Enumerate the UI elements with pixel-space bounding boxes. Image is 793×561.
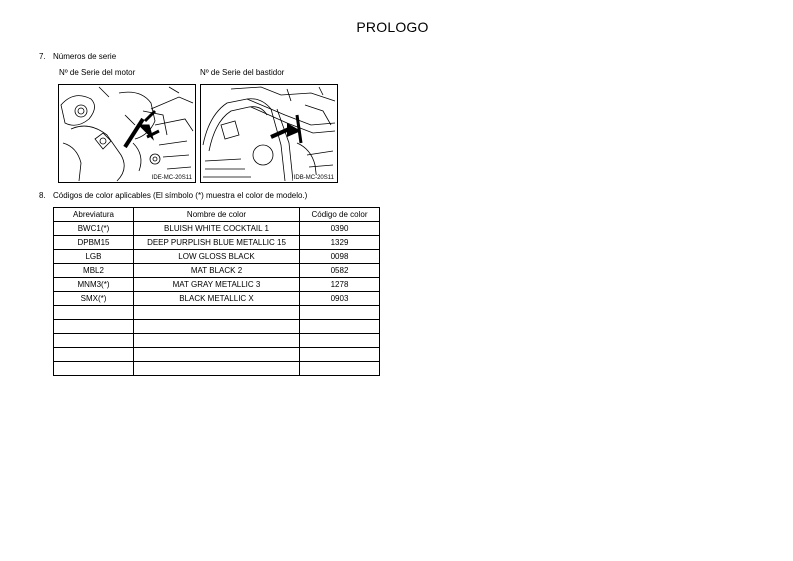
cell-abbreviation <box>54 348 134 362</box>
page-title: PROLOGO <box>356 19 429 35</box>
table-row <box>54 320 380 334</box>
cell-abbreviation <box>54 362 134 376</box>
engine-serial-label: Nº de Serie del motor <box>59 68 136 77</box>
cell-color-code: 0390 <box>300 222 380 236</box>
cell-color-code: 1278 <box>300 278 380 292</box>
cell-color-code <box>300 334 380 348</box>
frame-serial-figure <box>200 84 338 183</box>
cell-color-name <box>134 362 300 376</box>
cell-color-name: MAT GRAY METALLIC 3 <box>134 278 300 292</box>
cell-color-name: BLUISH WHITE COCKTAIL 1 <box>134 222 300 236</box>
cell-color-code: 0903 <box>300 292 380 306</box>
cell-abbreviation: MBL2 <box>54 264 134 278</box>
cell-color-name <box>134 320 300 334</box>
cell-color-name: DEEP PURPLISH BLUE METALLIC 15 <box>134 236 300 250</box>
section-8-number: 8. <box>39 191 46 200</box>
frame-illustration <box>201 85 337 182</box>
table-row <box>54 236 380 250</box>
table-row <box>54 362 380 376</box>
cell-color-code: 0582 <box>300 264 380 278</box>
section-8-heading <box>39 191 307 200</box>
table-row <box>54 306 380 320</box>
column-header-color-code: Código de color <box>300 208 380 222</box>
engine-figure-caption: IDE-MC-20S11 <box>151 175 192 181</box>
cell-color-code <box>300 348 380 362</box>
engine-serial-figure <box>58 84 196 183</box>
cell-color-name <box>134 348 300 362</box>
cell-color-name: MAT BLACK 2 <box>134 264 300 278</box>
table-row <box>54 278 380 292</box>
cell-color-code: 0098 <box>300 250 380 264</box>
cell-color-name: BLACK METALLIC X <box>134 292 300 306</box>
cell-color-name <box>134 334 300 348</box>
cell-color-code <box>300 362 380 376</box>
cell-abbreviation: BWC1(*) <box>54 222 134 236</box>
frame-figure-caption: IDB-MC-20S11 <box>293 175 334 181</box>
table-row <box>54 334 380 348</box>
table-header-row <box>54 208 380 222</box>
cell-color-code <box>300 320 380 334</box>
column-header-color-name: Nombre de color <box>134 208 300 222</box>
cell-abbreviation <box>54 334 134 348</box>
table-row <box>54 250 380 264</box>
cell-color-code <box>300 306 380 320</box>
cell-abbreviation <box>54 320 134 334</box>
table-row <box>54 292 380 306</box>
color-code-table <box>53 207 380 376</box>
section-7-heading <box>39 52 116 61</box>
cell-color-code: 1329 <box>300 236 380 250</box>
cell-abbreviation: MNM3(*) <box>54 278 134 292</box>
engine-illustration <box>59 85 195 182</box>
cell-abbreviation <box>54 306 134 320</box>
cell-color-name <box>134 306 300 320</box>
section-8-title: Códigos de color aplicables (El símbolo (*) muestra el color de modelo.) <box>53 191 308 200</box>
cell-abbreviation: DPBM15 <box>54 236 134 250</box>
frame-serial-label: Nº de Serie del bastidor <box>200 68 285 77</box>
table-row <box>54 222 380 236</box>
table-row <box>54 264 380 278</box>
section-7-number: 7. <box>39 52 46 61</box>
cell-abbreviation: SMX(*) <box>54 292 134 306</box>
table-row <box>54 348 380 362</box>
cell-color-name: LOW GLOSS BLACK <box>134 250 300 264</box>
section-7-title: Números de serie <box>53 52 117 61</box>
cell-abbreviation: LGB <box>54 250 134 264</box>
column-header-abbreviation: Abreviatura <box>54 208 134 222</box>
